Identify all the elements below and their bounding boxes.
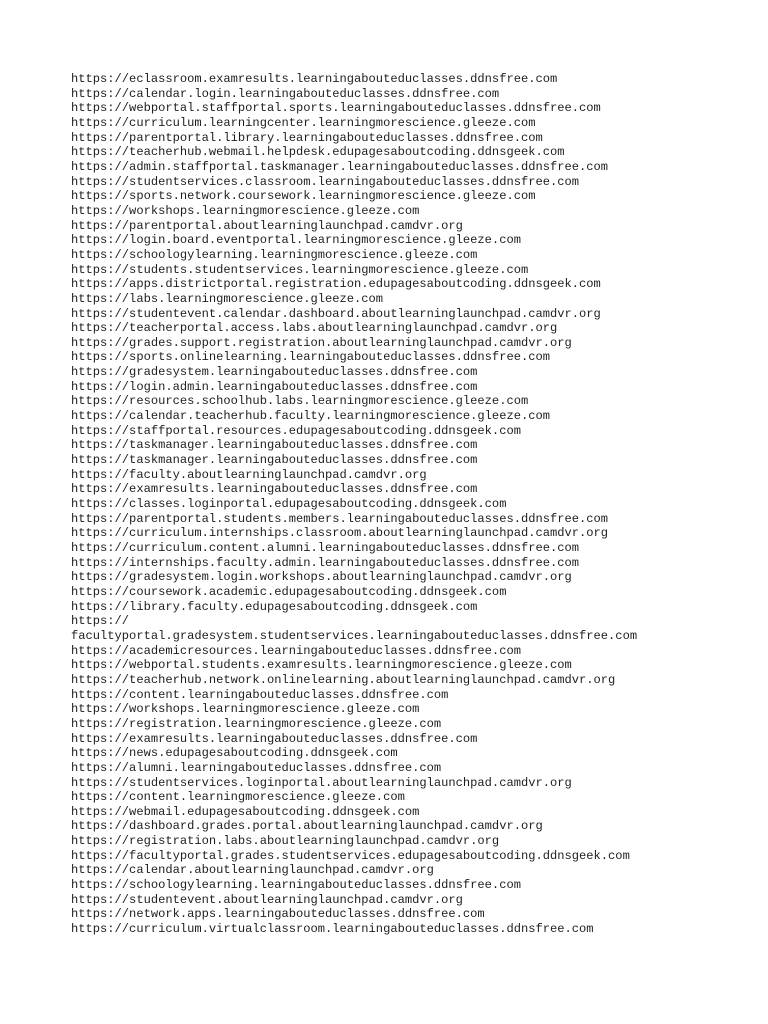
url-line: https://content.learningmorescience.gleeze.com xyxy=(71,790,405,805)
url-line: https://schoologylearning.learningmorescience.gleeze.com xyxy=(71,247,478,262)
url-line: https://studentevent.aboutlearninglaunchpad.camdvr.org xyxy=(71,892,463,907)
url-line: https://parentportal.aboutlearninglaunchpad.camdvr.org xyxy=(71,218,463,233)
url-line: https://classes.loginportal.edupagesaboutcoding.ddnsgeek.com xyxy=(71,497,507,512)
url-list xyxy=(71,72,751,937)
url-line: https://sports.onlinelearning.learningabouteduclasses.ddnsfree.com xyxy=(71,350,550,365)
url-line: https://curriculum.learningcenter.learningmorescience.gleeze.com xyxy=(71,115,536,130)
url-line: https://library.faculty.edupagesaboutcoding.ddnsgeek.com xyxy=(71,599,478,614)
url-line: https://coursework.academic.edupagesaboutcoding.ddnsgeek.com xyxy=(71,584,507,599)
url-line: https://calendar.aboutlearninglaunchpad.camdvr.org xyxy=(71,863,434,878)
url-line: https://registration.learningmorescience.gleeze.com xyxy=(71,716,442,731)
url-line: https://students.studentservices.learningmorescience.gleeze.com xyxy=(71,262,529,277)
url-line: https:// xyxy=(71,614,130,629)
url-line: https://academicresources.learningabouteduclasses.ddnsfree.com xyxy=(71,643,521,658)
url-line: https://faculty.aboutlearninglaunchpad.camdvr.org xyxy=(71,467,427,482)
url-line: https://alumni.learningabouteduclasses.ddnsfree.com xyxy=(71,760,442,775)
url-line: https://login.admin.learningabouteduclasses.ddnsfree.com xyxy=(71,379,478,394)
url-line: https://taskmanager.learningabouteduclasses.ddnsfree.com xyxy=(71,438,478,453)
url-line: https://apps.districtportal.registration.edupagesaboutcoding.ddnsgeek.com xyxy=(71,277,601,292)
url-line: https://resources.schoolhub.labs.learningmorescience.gleeze.com xyxy=(71,394,529,409)
url-line: https://calendar.login.learningabouteduclasses.ddnsfree.com xyxy=(71,86,500,101)
url-line: https://parentportal.students.members.learningabouteduclasses.ddnsfree.com xyxy=(71,511,609,526)
url-line: https://workshops.learningmorescience.gleeze.com xyxy=(71,702,420,717)
url-line: https://webportal.staffportal.sports.learningabouteduclasses.ddnsfree.com xyxy=(71,101,601,116)
url-line: https://parentportal.library.learningabouteduclasses.ddnsfree.com xyxy=(71,130,543,145)
url-line: https://facultyportal.grades.studentservices.edupagesaboutcoding.ddnsgeek.com xyxy=(71,848,630,863)
url-line: https://examresults.learningabouteduclasses.ddnsfree.com xyxy=(71,482,478,497)
url-line: https://content.learningabouteduclasses.ddnsfree.com xyxy=(71,687,449,702)
url-line: https://teacherportal.access.labs.aboutlearninglaunchpad.camdvr.org xyxy=(71,321,558,336)
url-line: https://curriculum.content.alumni.learningabouteduclasses.ddnsfree.com xyxy=(71,541,580,555)
url-line: https://news.edupagesaboutcoding.ddnsgeek.com xyxy=(71,746,398,761)
url-line: https://curriculum.internships.classroom.aboutlearninglaunchpad.camdvr.org xyxy=(71,526,609,541)
url-line: https://gradesystem.login.workshops.aboutlearninglaunchpad.camdvr.org xyxy=(71,570,572,585)
url-line: https://dashboard.grades.portal.aboutlearninglaunchpad.camdvr.org xyxy=(71,819,543,834)
url-line: https://studentservices.classroom.learningabouteduclasses.ddnsfree.com xyxy=(71,174,580,189)
url-line: https://network.apps.learningabouteduclasses.ddnsfree.com xyxy=(71,907,485,922)
url-line: https://studentservices.loginportal.aboutlearninglaunchpad.camdvr.org xyxy=(71,775,572,790)
url-line: https://webportal.students.examresults.learningmorescience.gleeze.com xyxy=(71,658,572,673)
url-line: https://gradesystem.learningabouteduclasses.ddnsfree.com xyxy=(71,365,478,380)
url-line: https://registration.labs.aboutlearninglaunchpad.camdvr.org xyxy=(71,834,500,849)
url-line: https://taskmanager.learningabouteduclasses.ddnsfree.com xyxy=(71,453,478,468)
url-line: https://grades.support.registration.aboutlearninglaunchpad.camdvr.org xyxy=(71,335,572,350)
url-line: https://login.board.eventportal.learningmorescience.gleeze.com xyxy=(71,233,521,248)
url-line: https://calendar.teacherhub.faculty.learningmorescience.gleeze.com xyxy=(71,409,550,424)
url-line: https://examresults.learningabouteduclasses.ddnsfree.com xyxy=(71,731,478,746)
url-line: https://webmail.edupagesaboutcoding.ddnsgeek.com xyxy=(71,804,420,819)
url-line: https://labs.learningmorescience.gleeze.com xyxy=(71,291,384,306)
url-line: facultyportal.gradesystem.studentservices.learningabouteduclasses.ddnsfree.com xyxy=(71,628,638,643)
url-line: https://teacherhub.webmail.helpdesk.edupagesaboutcoding.ddnsgeek.com xyxy=(71,145,565,160)
url-line: https://studentevent.calendar.dashboard.aboutlearninglaunchpad.camdvr.org xyxy=(71,306,601,321)
url-line: https://workshops.learningmorescience.gleeze.com xyxy=(71,203,420,218)
url-line: https://curriculum.virtualclassroom.learningabouteduclasses.ddnsfree.com xyxy=(71,922,594,937)
url-line: https://internships.faculty.admin.learningabouteduclasses.ddnsfree.com xyxy=(71,555,580,570)
url-line: https://staffportal.resources.edupagesaboutcoding.ddnsgeek.com xyxy=(71,423,521,438)
url-line: https://schoologylearning.learningabouteduclasses.ddnsfree.com xyxy=(71,878,521,893)
url-line: https://eclassroom.examresults.learningabouteduclasses.ddnsfree.com xyxy=(71,72,558,86)
url-line: https://admin.staffportal.taskmanager.learningabouteduclasses.ddnsfree.com xyxy=(71,159,609,174)
url-line: https://teacherhub.network.onlinelearning.aboutlearninglaunchpad.camdvr.org xyxy=(71,672,616,687)
url-line: https://sports.network.coursework.learningmorescience.gleeze.com xyxy=(71,189,536,204)
